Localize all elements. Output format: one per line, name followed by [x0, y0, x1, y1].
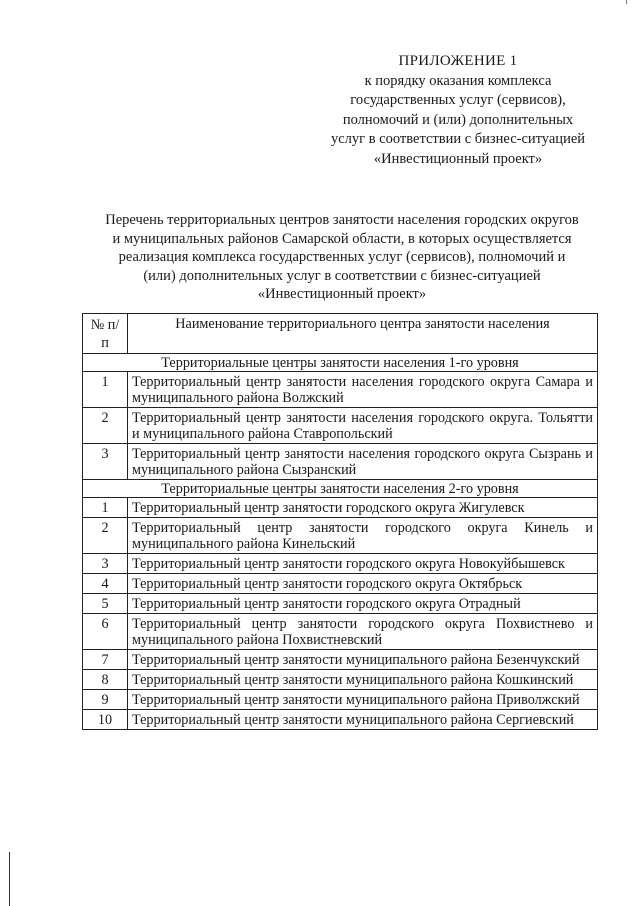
- centers-table: [82, 313, 598, 730]
- table-row: [83, 710, 598, 730]
- appendix-line: к порядку оказания комплекса: [364, 72, 552, 89]
- level-heading: Территориальные центры занятости населения 1-го уровня: [83, 354, 598, 372]
- center-name: Территориальный центр занятости городского округа Октябрьск: [128, 574, 598, 594]
- row-number: 6: [83, 614, 128, 650]
- center-name: Территориальный центр занятости городского округа Отрадный: [128, 594, 598, 614]
- appendix-line: услуг в соответствии с бизнес-ситуацией: [330, 131, 586, 147]
- table-row: [83, 574, 598, 594]
- row-number: 7: [83, 650, 128, 670]
- table-row: [83, 498, 598, 518]
- header-name: Наименование территориального центра занятости населения: [128, 314, 598, 354]
- table-row: [83, 670, 598, 690]
- table-row: [83, 614, 598, 650]
- row-number: 5: [83, 594, 128, 614]
- appendix-title: ПРИЛОЖЕНИЕ 1: [398, 53, 518, 69]
- appendix-line: «Инвестиционный проект»: [373, 150, 543, 167]
- center-name: Территориальный центр занятости муниципального района Приволжский: [128, 690, 598, 710]
- heading-line: (или) дополнительных услуг в соответствии с бизнес-ситуацией: [143, 267, 541, 284]
- center-name: Территориальный центр занятости населения городского округа Самара и муниципального района Волжский: [128, 372, 598, 408]
- row-number: 3: [83, 444, 128, 480]
- row-number: 4: [83, 574, 128, 594]
- table-header-row: [83, 314, 598, 354]
- list-heading: [84, 211, 600, 304]
- appendix-block: [300, 52, 616, 169]
- center-name: Территориальный центр занятости городского округа Кинель и муниципального района Кинельский: [128, 518, 598, 554]
- table-row: [83, 372, 598, 408]
- appendix-line: государственных услуг (сервисов),: [350, 92, 566, 108]
- row-number: 2: [83, 408, 128, 444]
- heading-line: и муниципальных районов Самарской области, в которых осуществляется: [112, 230, 572, 247]
- center-name: Территориальный центр занятости городского округа Жигулевск: [128, 498, 598, 518]
- table-row: [83, 408, 598, 444]
- row-number: 3: [83, 554, 128, 574]
- table-row: [83, 690, 598, 710]
- center-name: Территориальный центр занятости населения городского округа. Тольятти и муниципального района Ставропольский: [128, 408, 598, 444]
- row-number: 1: [83, 372, 128, 408]
- row-number: 8: [83, 670, 128, 690]
- table-row: [83, 518, 598, 554]
- level-heading-row: [83, 480, 598, 498]
- level-heading: Территориальные центры занятости населения 2-го уровня: [83, 480, 598, 498]
- row-number: 2: [83, 518, 128, 554]
- heading-line: «Инвестиционный проект»: [257, 286, 427, 302]
- table-row: [83, 444, 598, 480]
- level-heading-row: [83, 354, 598, 372]
- center-name: Территориальный центр занятости муниципального района Кошкинский: [128, 670, 598, 690]
- table-row: [83, 554, 598, 574]
- appendix-line: полномочий и (или) дополнительных: [342, 111, 574, 128]
- header-num: № п/п: [83, 314, 128, 354]
- scan-margin-line: [9, 852, 10, 906]
- scan-artifact: [626, 0, 627, 4]
- center-name: Территориальный центр занятости муниципального района Сергиевский: [128, 710, 598, 730]
- table-row: [83, 650, 598, 670]
- row-number: 9: [83, 690, 128, 710]
- heading-line: реализация комплекса государственных услуг (сервисов), полномочий и: [118, 249, 566, 265]
- center-name: Территориальный центр занятости населения городского округа Сызрань и муниципального района Сызранский: [128, 444, 598, 480]
- center-name: Территориальный центр занятости городского округа Новокуйбышевск: [128, 554, 598, 574]
- center-name: Территориальный центр занятости городского округа Похвистнево и муниципального района Похвистневский: [128, 614, 598, 650]
- center-name: Территориальный центр занятости муниципального района Безенчукский: [128, 650, 598, 670]
- row-number: 1: [83, 498, 128, 518]
- table-row: [83, 594, 598, 614]
- heading-line: Перечень территориальных центров занятости населения городских округов: [105, 212, 579, 228]
- table-body: [83, 354, 598, 730]
- row-number: 10: [83, 710, 128, 730]
